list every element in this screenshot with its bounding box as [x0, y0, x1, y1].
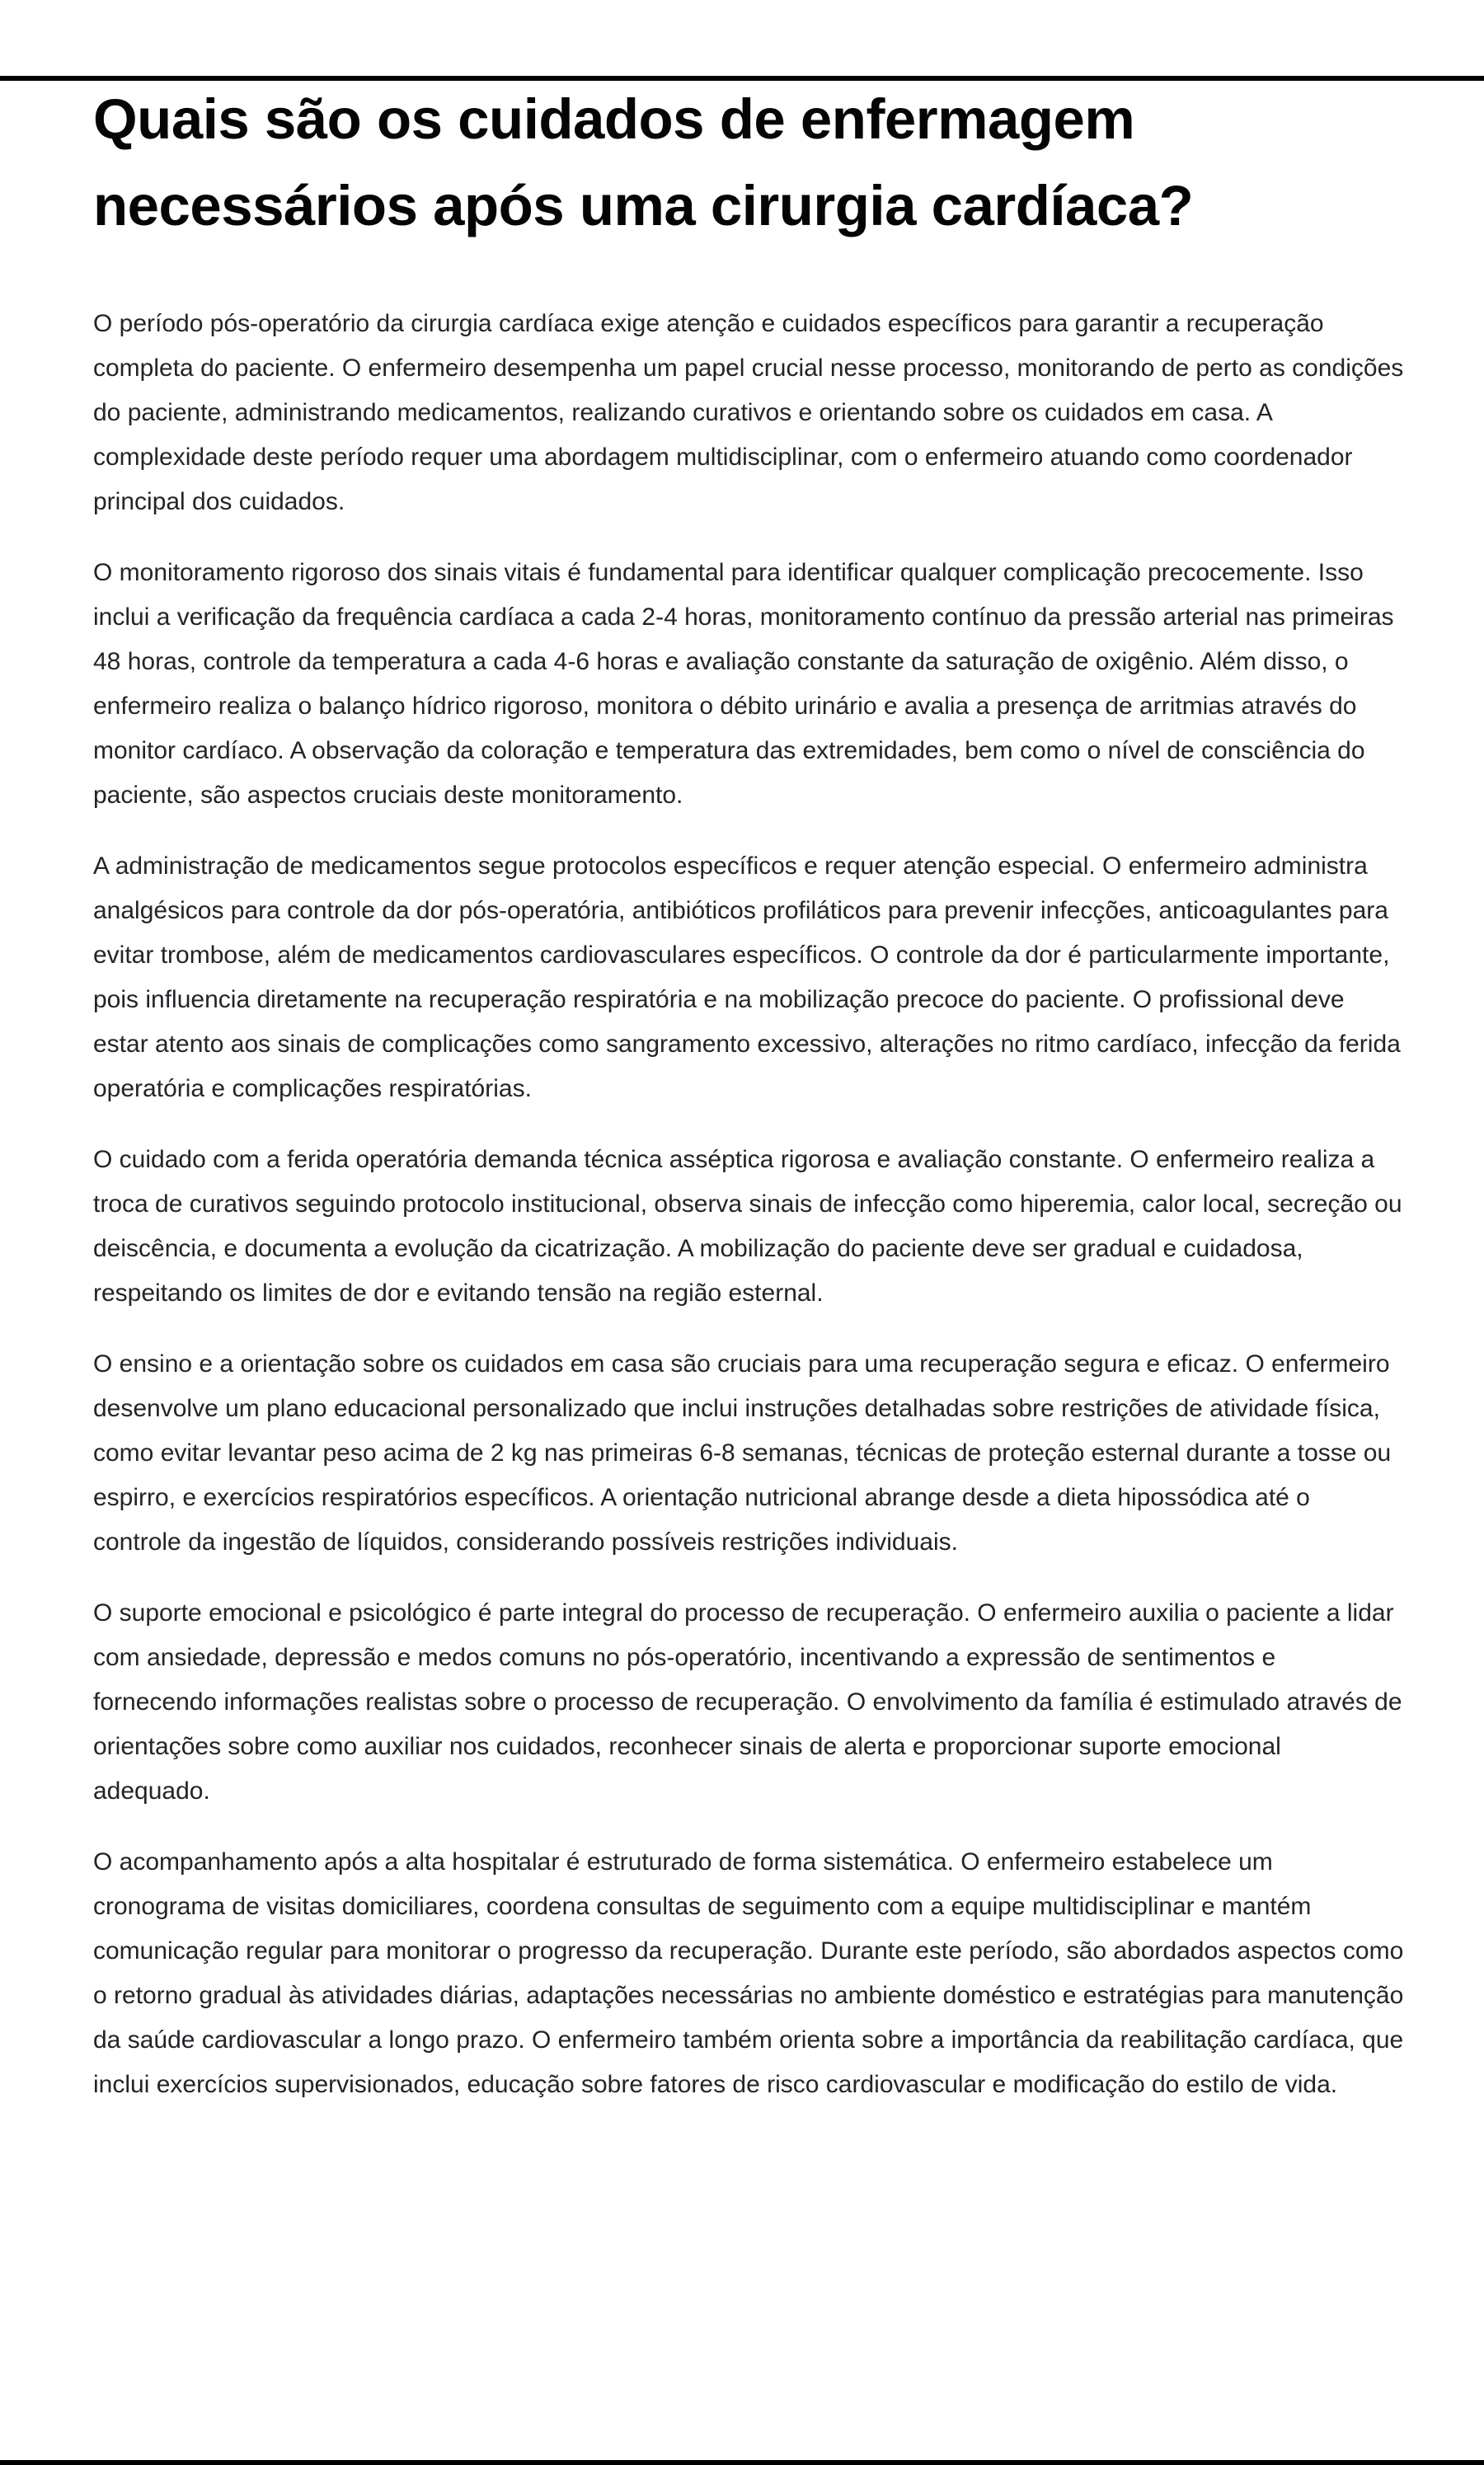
page-title: Quais são os cuidados de enfermagem necessários após uma cirurgia cardíaca?	[93, 87, 1194, 237]
top-border-bar	[0, 76, 1484, 81]
article-body	[93, 302, 1404, 2107]
paragraph: O monitoramento rigoroso dos sinais vitais é fundamental para identificar qualquer complicação precocemente. Isso inclui a verificação da frequência cardíaca a cada 2-4 horas, monitoramento contínuo da pressão arterial nas primeiras 48 horas, controle da temperatura a cada 4-6 horas e avaliação constante da saturação de oxigênio. Além disso, o enfermeiro realiza o balanço hídrico rigoroso, monitora o débito urinário e avalia a presença de arritmias através do monitor cardíaco. A observação da coloração e temperatura das extremidades, bem como o nível de consciência do paciente, são aspectos cruciais deste monitoramento.	[93, 559, 1394, 809]
bottom-border-bar	[0, 2460, 1484, 2465]
article-container	[93, 76, 1404, 2107]
paragraph: O cuidado com a ferida operatória demanda técnica asséptica rigorosa e avaliação constante. O enfermeiro realiza a troca de curativos seguindo protocolo institucional, observa sinais de infecção como hiperemia, calor local, secreção ou deiscência, e documenta a evolução da cicatrização. A mobilização do paciente deve ser gradual e cuidadosa, respeitando os limites de dor e evitando tensão na região esternal.	[93, 1146, 1402, 1307]
paragraph: O ensino e a orientação sobre os cuidados em casa são cruciais para uma recuperação segura e eficaz. O enfermeiro desenvolve um plano educacional personalizado que inclui instruções detalhadas sobre restrições de atividade física, como evitar levantar peso acima de 2 kg nas primeiras 6-8 semanas, técnicas de proteção esternal durante a tosse ou espirro, e exercícios respiratórios específicos. A orientação nutricional abrange desde a dieta hipossódica até o controle da ingestão de líquidos, considerando possíveis restrições individuais.	[93, 1350, 1392, 1556]
paragraph: O acompanhamento após a alta hospitalar é estruturado de forma sistemática. O enfermeiro estabelece um cronograma de visitas domiciliares, coordena consultas de seguimento com a equipe multidisciplinar e mantém comunicação regular para monitorar o progresso da recuperação. Durante este período, são abordados aspectos como o retorno gradual às atividades diárias, adaptações necessárias no ambiente doméstico e estratégias para manutenção da saúde cardiovascular a longo prazo. O enfermeiro também orienta sobre a importância da reabilitação cardíaca, que inclui exercícios supervisionados, educação sobre fatores de risco cardiovascular e modificação do estilo de vida.	[93, 1848, 1404, 2098]
paragraph: O suporte emocional e psicológico é parte integral do processo de recuperação. O enfermeiro auxilia o paciente a lidar com ansiedade, depressão e medos comuns no pós-operatório, incentivando a expressão de sentimentos e fornecendo informações realistas sobre o processo de recuperação. O envolvimento da família é estimulado através de orientações sobre como auxiliar nos cuidados, reconhecer sinais de alerta e proporcionar suporte emocional adequado.	[93, 1599, 1402, 1805]
paragraph: O período pós-operatório da cirurgia cardíaca exige atenção e cuidados específicos para garantir a recuperação completa do paciente. O enfermeiro desempenha um papel crucial nesse processo, monitorando de perto as condições do paciente, administrando medicamentos, realizando curativos e orientando sobre os cuidados em casa. A complexidade deste período requer uma abordagem multidisciplinar, com o enfermeiro atuando como coordenador principal dos cuidados.	[93, 310, 1404, 515]
paragraph: A administração de medicamentos segue protocolos específicos e requer atenção especial. O enfermeiro administra analgésicos para controle da dor pós-operatória, antibióticos profiláticos para prevenir infecções, anticoagulantes para evitar trombose, além de medicamentos cardiovasculares específicos. O controle da dor é particularmente importante, pois influencia diretamente na recuperação respiratória e na mobilização precoce do paciente. O profissional deve estar atento aos sinais de complicações como sangramento excessivo, alterações no ritmo cardíaco, infecção da ferida operatória e complicações respiratórias.	[93, 852, 1401, 1102]
